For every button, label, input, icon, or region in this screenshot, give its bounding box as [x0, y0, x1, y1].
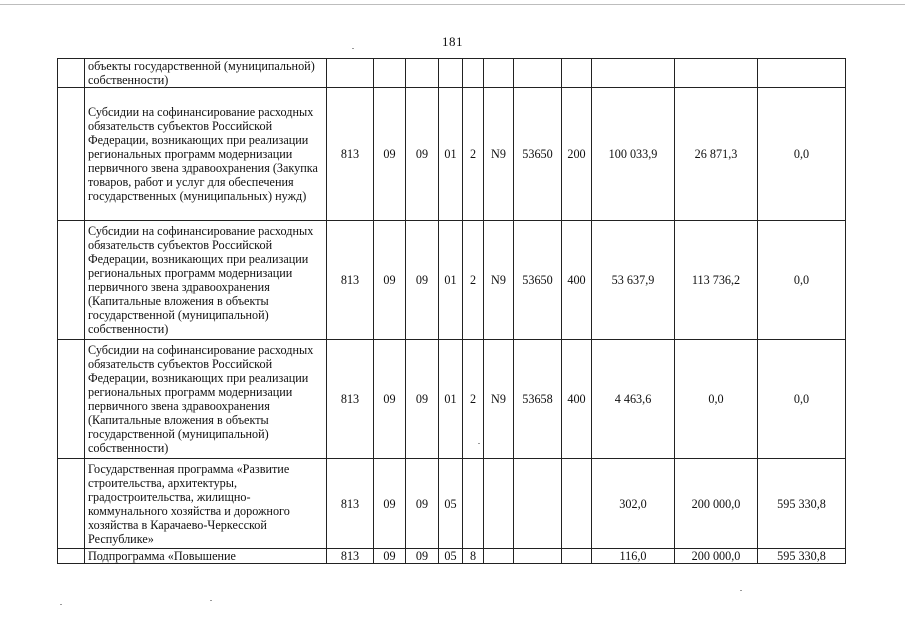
program-code [439, 59, 463, 88]
program-code: 01 [439, 88, 463, 221]
table-row [58, 549, 846, 564]
amount-3: 595 330,8 [758, 459, 846, 549]
program-code: 05 [439, 549, 463, 564]
subsection-code: 09 [406, 88, 439, 221]
row-number-cell [58, 221, 85, 340]
subprogram-code: 2 [463, 88, 484, 221]
project-code [484, 459, 514, 549]
section-code: 09 [374, 549, 406, 564]
row-number-cell [58, 88, 85, 221]
row-name: Субсидии на софинансирование расходных обязательств субъектов Российской Федерации, возникающих при реализации региональных программ модернизации первичного звена здравоохранения (Капитальные вложения в объекты государственной (муниципальной) собственности) [85, 340, 327, 459]
row-number-cell [58, 459, 85, 549]
expense-type-code [562, 59, 592, 88]
direction-code: 53658 [514, 340, 562, 459]
direction-code [514, 59, 562, 88]
expense-type-code: 400 [562, 221, 592, 340]
expense-type-code [562, 459, 592, 549]
amount-2: 0,0 [675, 340, 758, 459]
project-code [484, 59, 514, 88]
row-name: Субсидии на софинансирование расходных обязательств субъектов Российской Федерации, возникающих при реализации региональных программ модернизации первичного звена здравоохранения (Закупка товаров, работ и услуг для обеспечения государственных (муниципальных) нужд) [85, 88, 327, 221]
subprogram-code [463, 459, 484, 549]
amount-1: 53 637,9 [592, 221, 675, 340]
scan-speck [740, 590, 742, 591]
subprogram-code: 2 [463, 340, 484, 459]
program-code: 01 [439, 340, 463, 459]
table-row [58, 459, 846, 549]
subprogram-code [463, 59, 484, 88]
ministry-code: 813 [327, 459, 374, 549]
subsection-code: 09 [406, 459, 439, 549]
amount-1: 116,0 [592, 549, 675, 564]
table-row [58, 59, 846, 88]
subsection-code: 09 [406, 549, 439, 564]
section-code: 09 [374, 88, 406, 221]
row-name: Государственная программа «Развитие строительства, архитектуры, градостроительства, жилищно-коммунального хозяйства и дорожного хозяйства в Карачаево-Черкесской Республике» [85, 459, 327, 549]
amount-3 [758, 59, 846, 88]
program-code: 05 [439, 459, 463, 549]
subprogram-code: 8 [463, 549, 484, 564]
amount-3: 595 330,8 [758, 549, 846, 564]
subsection-code: 09 [406, 340, 439, 459]
table-row [58, 88, 846, 221]
direction-code: 53650 [514, 88, 562, 221]
direction-code [514, 549, 562, 564]
page-number: 181 [442, 34, 463, 49]
expense-type-code [562, 549, 592, 564]
row-name: объекты государственной (муниципальной) собственности) [85, 59, 327, 88]
amount-1: 4 463,6 [592, 340, 675, 459]
section-code: 09 [374, 340, 406, 459]
section-code: 09 [374, 459, 406, 549]
expense-type-code: 200 [562, 88, 592, 221]
budget-table [57, 58, 846, 564]
amount-3: 0,0 [758, 88, 846, 221]
ministry-code: 813 [327, 88, 374, 221]
scan-speck [478, 443, 480, 444]
amount-2: 113 736,2 [675, 221, 758, 340]
amount-1: 302,0 [592, 459, 675, 549]
direction-code [514, 459, 562, 549]
section-code: 09 [374, 221, 406, 340]
table-row [58, 340, 846, 459]
ministry-code: 813 [327, 221, 374, 340]
amount-3: 0,0 [758, 221, 846, 340]
direction-code: 53650 [514, 221, 562, 340]
ministry-code [327, 59, 374, 88]
row-number-cell [58, 549, 85, 564]
project-code: N9 [484, 88, 514, 221]
scan-speck [352, 48, 354, 49]
row-number-cell [58, 340, 85, 459]
amount-2 [675, 59, 758, 88]
scan-speck [210, 600, 212, 601]
ministry-code: 813 [327, 549, 374, 564]
row-name: Подпрограмма «Повышение [85, 549, 327, 564]
amount-3: 0,0 [758, 340, 846, 459]
project-code [484, 549, 514, 564]
row-number-cell [58, 59, 85, 88]
page-top-edge [0, 4, 905, 5]
amount-2: 200 000,0 [675, 459, 758, 549]
expense-type-code: 400 [562, 340, 592, 459]
amount-2: 26 871,3 [675, 88, 758, 221]
amount-1: 100 033,9 [592, 88, 675, 221]
subprogram-code: 2 [463, 221, 484, 340]
program-code: 01 [439, 221, 463, 340]
subsection-code [406, 59, 439, 88]
subsection-code: 09 [406, 221, 439, 340]
amount-1 [592, 59, 675, 88]
project-code: N9 [484, 340, 514, 459]
project-code: N9 [484, 221, 514, 340]
row-name: Субсидии на софинансирование расходных обязательств субъектов Российской Федерации, возникающих при реализации региональных программ модернизации первичного звена здравоохранения (Капитальные вложения в объекты государственной (муниципальной) собственности) [85, 221, 327, 340]
scan-speck [60, 604, 62, 605]
section-code [374, 59, 406, 88]
table-row [58, 221, 846, 340]
amount-2: 200 000,0 [675, 549, 758, 564]
ministry-code: 813 [327, 340, 374, 459]
